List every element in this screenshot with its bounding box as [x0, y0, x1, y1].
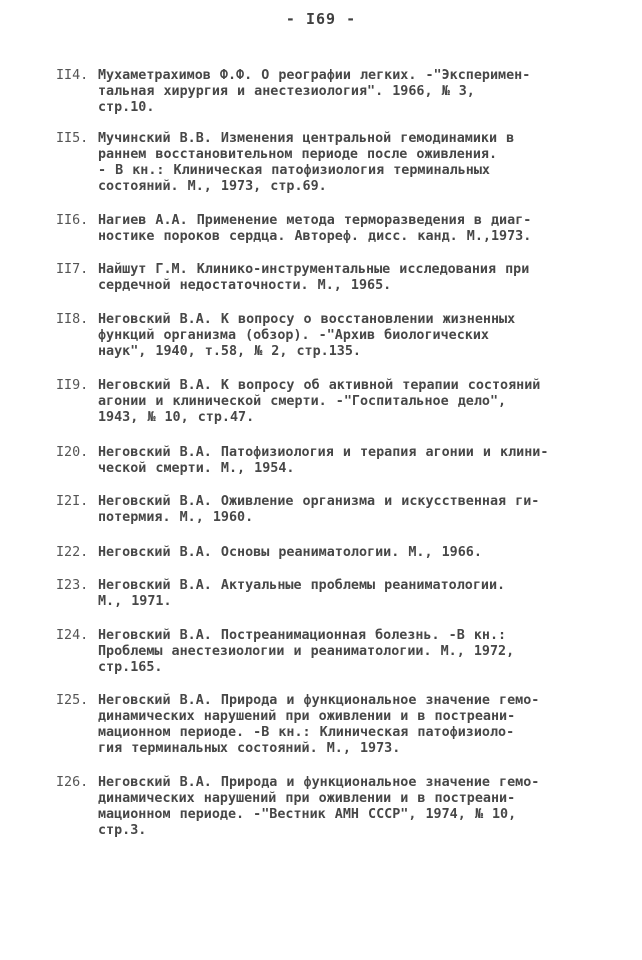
bibliography-entry: [56, 578, 596, 610]
entry-number: II5.: [56, 131, 89, 146]
entry-number: I25.: [56, 693, 89, 708]
entry-line: тальная хирургия и анестезиология". 1966, № 3,: [98, 84, 475, 99]
entry-number: II8.: [56, 312, 89, 327]
entry-line: Неговский В.А. Постреанимационная болезнь. -В кн.:: [98, 628, 507, 643]
entry-line: 1943, № 10, стр.47.: [98, 410, 255, 425]
entry-number: I2I.: [56, 494, 89, 509]
entry-text: [98, 628, 596, 676]
entry-number: II9.: [56, 378, 89, 393]
entry-line: динамических нарушений при оживлении и в постреани-: [98, 791, 516, 806]
entry-line: раннем восстановительном периоде после оживления.: [98, 147, 498, 162]
entry-line: Неговский В.А. К вопросу об активной терапии состояний: [98, 378, 541, 393]
bibliography-entry: [56, 68, 596, 116]
entry-line: мационном периоде. -В кн.: Клиническая патофизиоло-: [98, 725, 515, 740]
entry-text: [98, 545, 596, 561]
entry-number: I22.: [56, 545, 89, 560]
bibliography-entry: [56, 693, 596, 757]
bibliography-entry: [56, 213, 596, 245]
entry-line: Найшут Г.М. Клинико-инструментальные исследования при: [98, 262, 530, 277]
entry-line: Мучинский В.В. Изменения центральной гемодинамики в: [98, 131, 515, 146]
entry-text: [98, 312, 596, 360]
entry-line: ческой смерти. М., 1954.: [98, 461, 295, 476]
entry-line: Нагиев А.А. Применение метода терморазведения в диаг-: [98, 213, 532, 228]
bibliography-entry: [56, 628, 596, 676]
entry-line: стр.10.: [98, 100, 155, 115]
bibliography-entry: [56, 775, 596, 839]
entry-text: [98, 68, 596, 116]
entry-number: II4.: [56, 68, 89, 83]
entry-number: I24.: [56, 628, 89, 643]
entry-text: [98, 693, 596, 757]
entry-line: Неговский В.А. Актуальные проблемы реаниматологии.: [98, 578, 506, 593]
page-number: - I69 -: [285, 10, 357, 28]
entry-line: М., 1971.: [98, 594, 172, 609]
entry-line: - В кн.: Клиническая патофизиология терминальных: [98, 163, 490, 178]
entry-line: Неговский В.А. Природа и функциональное значение гемо-: [98, 775, 540, 790]
bibliography-entry: [56, 312, 596, 360]
entry-line: потермия. М., 1960.: [98, 510, 254, 525]
entry-line: стр.3.: [98, 823, 147, 838]
entry-line: динамических нарушений при оживлении и в постреани-: [98, 709, 516, 724]
entry-number: I20.: [56, 445, 89, 460]
entry-text: [98, 775, 596, 839]
bibliography-entry: [56, 262, 596, 294]
entry-number: I23.: [56, 578, 89, 593]
entry-line: состояний. М., 1973, стр.69.: [98, 179, 327, 194]
entry-text: [98, 131, 596, 195]
entry-line: Неговский В.А. Патофизиология и терапия агонии и клини-: [98, 445, 549, 460]
entry-line: наук", 1940, т.58, № 2, стр.135.: [98, 344, 361, 359]
entry-line: Мухаметрахимов Ф.Ф. О реографии легких. -"Эксперимен-: [98, 68, 531, 83]
entry-text: [98, 578, 596, 610]
entry-text: [98, 213, 596, 245]
entry-number: I26.: [56, 775, 89, 790]
bibliography-entry: [56, 494, 596, 526]
entry-text: [98, 262, 596, 294]
bibliography-entry: [56, 131, 596, 195]
entry-line: Неговский В.А. Основы реаниматологии. М., 1966.: [98, 545, 482, 560]
entry-line: сердечной недостаточности. М., 1965.: [98, 278, 392, 293]
entry-number: II7.: [56, 262, 89, 277]
bibliography-entry: [56, 545, 596, 561]
entry-line: Неговский В.А. Природа и функциональное значение гемо-: [98, 693, 540, 708]
entry-line: агонии и клинической смерти. -"Госпитальное дело",: [98, 394, 507, 409]
entry-number: II6.: [56, 213, 89, 228]
entry-line: мационном периоде. -"Вестник АМН СССР", 1974, № 10,: [98, 807, 517, 822]
entry-text: [98, 445, 596, 477]
entry-line: стр.165.: [98, 660, 163, 675]
entry-line: гия терминальных состояний. М., 1973.: [98, 741, 401, 756]
entry-line: Неговский В.А. Оживление организма и искусственная ги-: [98, 494, 540, 509]
entry-line: ностике пороков сердца. Автореф. дисс. канд. М.,1973.: [98, 229, 532, 244]
entry-line: Проблемы анестезиологии и реаниматологии. М., 1972,: [98, 644, 515, 659]
entry-text: [98, 494, 596, 526]
bibliography-entry: [56, 378, 596, 426]
entry-line: функций организма (обзор). -"Архив биологических: [98, 328, 489, 343]
bibliography-entry: [56, 445, 596, 477]
entry-text: [98, 378, 596, 426]
entry-line: Неговский В.А. К вопросу о восстановлении жизненных: [98, 312, 516, 327]
